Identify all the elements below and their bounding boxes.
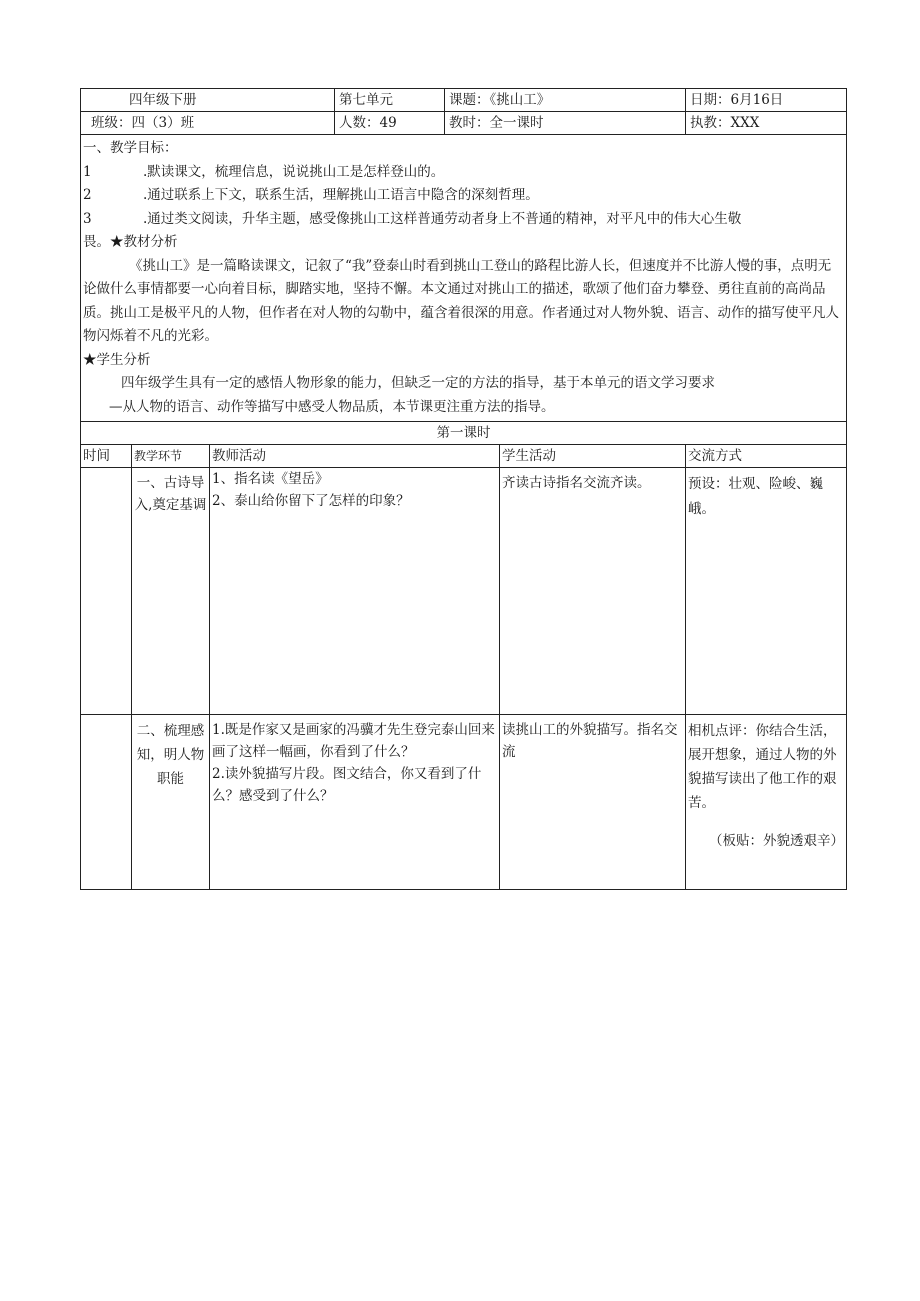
date-cell bbox=[686, 89, 847, 112]
col-student: 学生活动 bbox=[500, 445, 686, 468]
lesson-title-cell bbox=[445, 89, 686, 112]
date-text: 日期：6月16日 bbox=[690, 92, 784, 108]
grade-text: 四年级下册 bbox=[129, 92, 197, 108]
col-exchange: 交流方式 bbox=[686, 445, 847, 468]
row2-exchange bbox=[686, 715, 847, 890]
student-analysis-text: 四年级学生具有一定的感悟人物形象的能力，但缺乏一定的方法的指导，基于本单元的语文学习要求 bbox=[121, 375, 715, 391]
row2-time bbox=[81, 715, 132, 890]
unit-cell bbox=[335, 89, 445, 112]
header-row-2 bbox=[81, 112, 847, 135]
grade-cell bbox=[81, 89, 335, 112]
class-text: 班级：四（3）班 bbox=[91, 115, 195, 131]
col-teacher: 教师活动 bbox=[210, 445, 500, 468]
unit-text: 第七单元 bbox=[339, 92, 394, 108]
goals-cell bbox=[81, 135, 847, 422]
lesson-plan-sheet bbox=[80, 88, 846, 890]
row1-stage: 一、古诗导入,奠定基调 bbox=[132, 468, 210, 715]
teacher-cell bbox=[686, 112, 847, 135]
row1-teacher bbox=[210, 468, 500, 715]
table-row bbox=[81, 468, 847, 715]
goal-item-3 bbox=[83, 208, 844, 232]
class-cell bbox=[81, 112, 335, 135]
row2-teacher-1: 1.既是作家又是画家的冯骥才先生登完泰山回来画了这样一幅画，你看到了什么？ bbox=[212, 722, 495, 760]
row2-teacher-2: 2.读外貌描写片段。图文结合，你又看到了什么？感受到了什么？ bbox=[212, 766, 482, 804]
goal-num-2: 2 bbox=[83, 187, 92, 203]
teacher-text: 执教：XXX bbox=[690, 115, 760, 131]
row1-teacher-2: 2、泰山给你留下了怎样的印象？ bbox=[212, 493, 410, 509]
row1-exchange: 预设：壮观、险峻、巍峨。 bbox=[686, 468, 847, 715]
goal-num-1: 1 bbox=[83, 163, 92, 180]
row2-stage: 二、梳理感知，明人物职能 bbox=[132, 715, 210, 890]
goal-text-3: .通过类文阅读，升华主题，感受像挑山工这样普通劳动者身上不普通的精神，对平凡中的伟大心生敬 bbox=[143, 210, 742, 227]
header-row-1 bbox=[81, 89, 847, 112]
row1-teacher-1: 1、指名读《望岳》 bbox=[212, 471, 329, 487]
goal-item-3-continued: 畏。★教材分析 bbox=[83, 234, 178, 250]
table-row bbox=[81, 715, 847, 890]
count-text: 人数：49 bbox=[339, 115, 397, 131]
goals-row bbox=[81, 135, 847, 422]
student-analysis-heading: ★学生分析 bbox=[83, 351, 151, 368]
goals-heading: 一、教学目标： bbox=[83, 140, 178, 156]
lesson-period-title: 第一课时 bbox=[81, 422, 847, 445]
goal-item-2 bbox=[83, 184, 844, 208]
goal-text-1: .默读课文，梳理信息，说说挑山工是怎样登山的。 bbox=[143, 163, 445, 180]
material-analysis: 《挑山工》是一篇略读课文，记叙了“我”登泰山时看到挑山工登山的路程比游人长，但速度并不比游人慢的事，点明无论做什么事情都要一心向着目标，脚踏实地，坚持不懈。本文通过对挑山工的描述，歌颂了他们奋力攀登、勇往直前的高尚品质。挑山工是极平凡的人物，但作者在对人物的勾勒中，蕴含着很深的用意。作者通过对人物外貌、语言、动作的描写使平凡人物闪烁着不凡的光彩。 bbox=[83, 257, 839, 344]
row2-board-note: （板贴：外貌透艰辛） bbox=[709, 833, 845, 849]
period-text: 教时：全一课时 bbox=[449, 115, 544, 131]
goal-num-3: 3 bbox=[83, 210, 92, 227]
student-analysis-text-2: —从人物的语言、动作等描写中感受人物品质，本节课更注重方法的指导。 bbox=[109, 398, 555, 415]
col-time: 时间 bbox=[81, 445, 132, 468]
period-cell bbox=[445, 112, 686, 135]
goal-item-1 bbox=[83, 161, 844, 185]
row2-teacher bbox=[210, 715, 500, 890]
col-stage: 教学环节 bbox=[132, 445, 210, 468]
lesson-title-row bbox=[81, 422, 847, 445]
row1-time bbox=[81, 468, 132, 715]
goal-text-2: .通过联系上下文，联系生活，理解挑山工语言中隐含的深刻哲理。 bbox=[143, 187, 539, 203]
row2-student: 读挑山工的外貌描写。指名交流 bbox=[500, 715, 686, 890]
row2-exchange-text: 相机点评：你结合生活，展开想象，通过人物的外貌描写读出了他工作的艰苦。 bbox=[688, 723, 837, 811]
row1-student: 齐读古诗指名交流齐读。 bbox=[500, 468, 686, 715]
count-cell bbox=[335, 112, 445, 135]
lesson-title-text: 课题：《挑山工》 bbox=[449, 92, 551, 108]
lesson-plan-table bbox=[80, 88, 847, 890]
column-header-row bbox=[81, 445, 847, 468]
